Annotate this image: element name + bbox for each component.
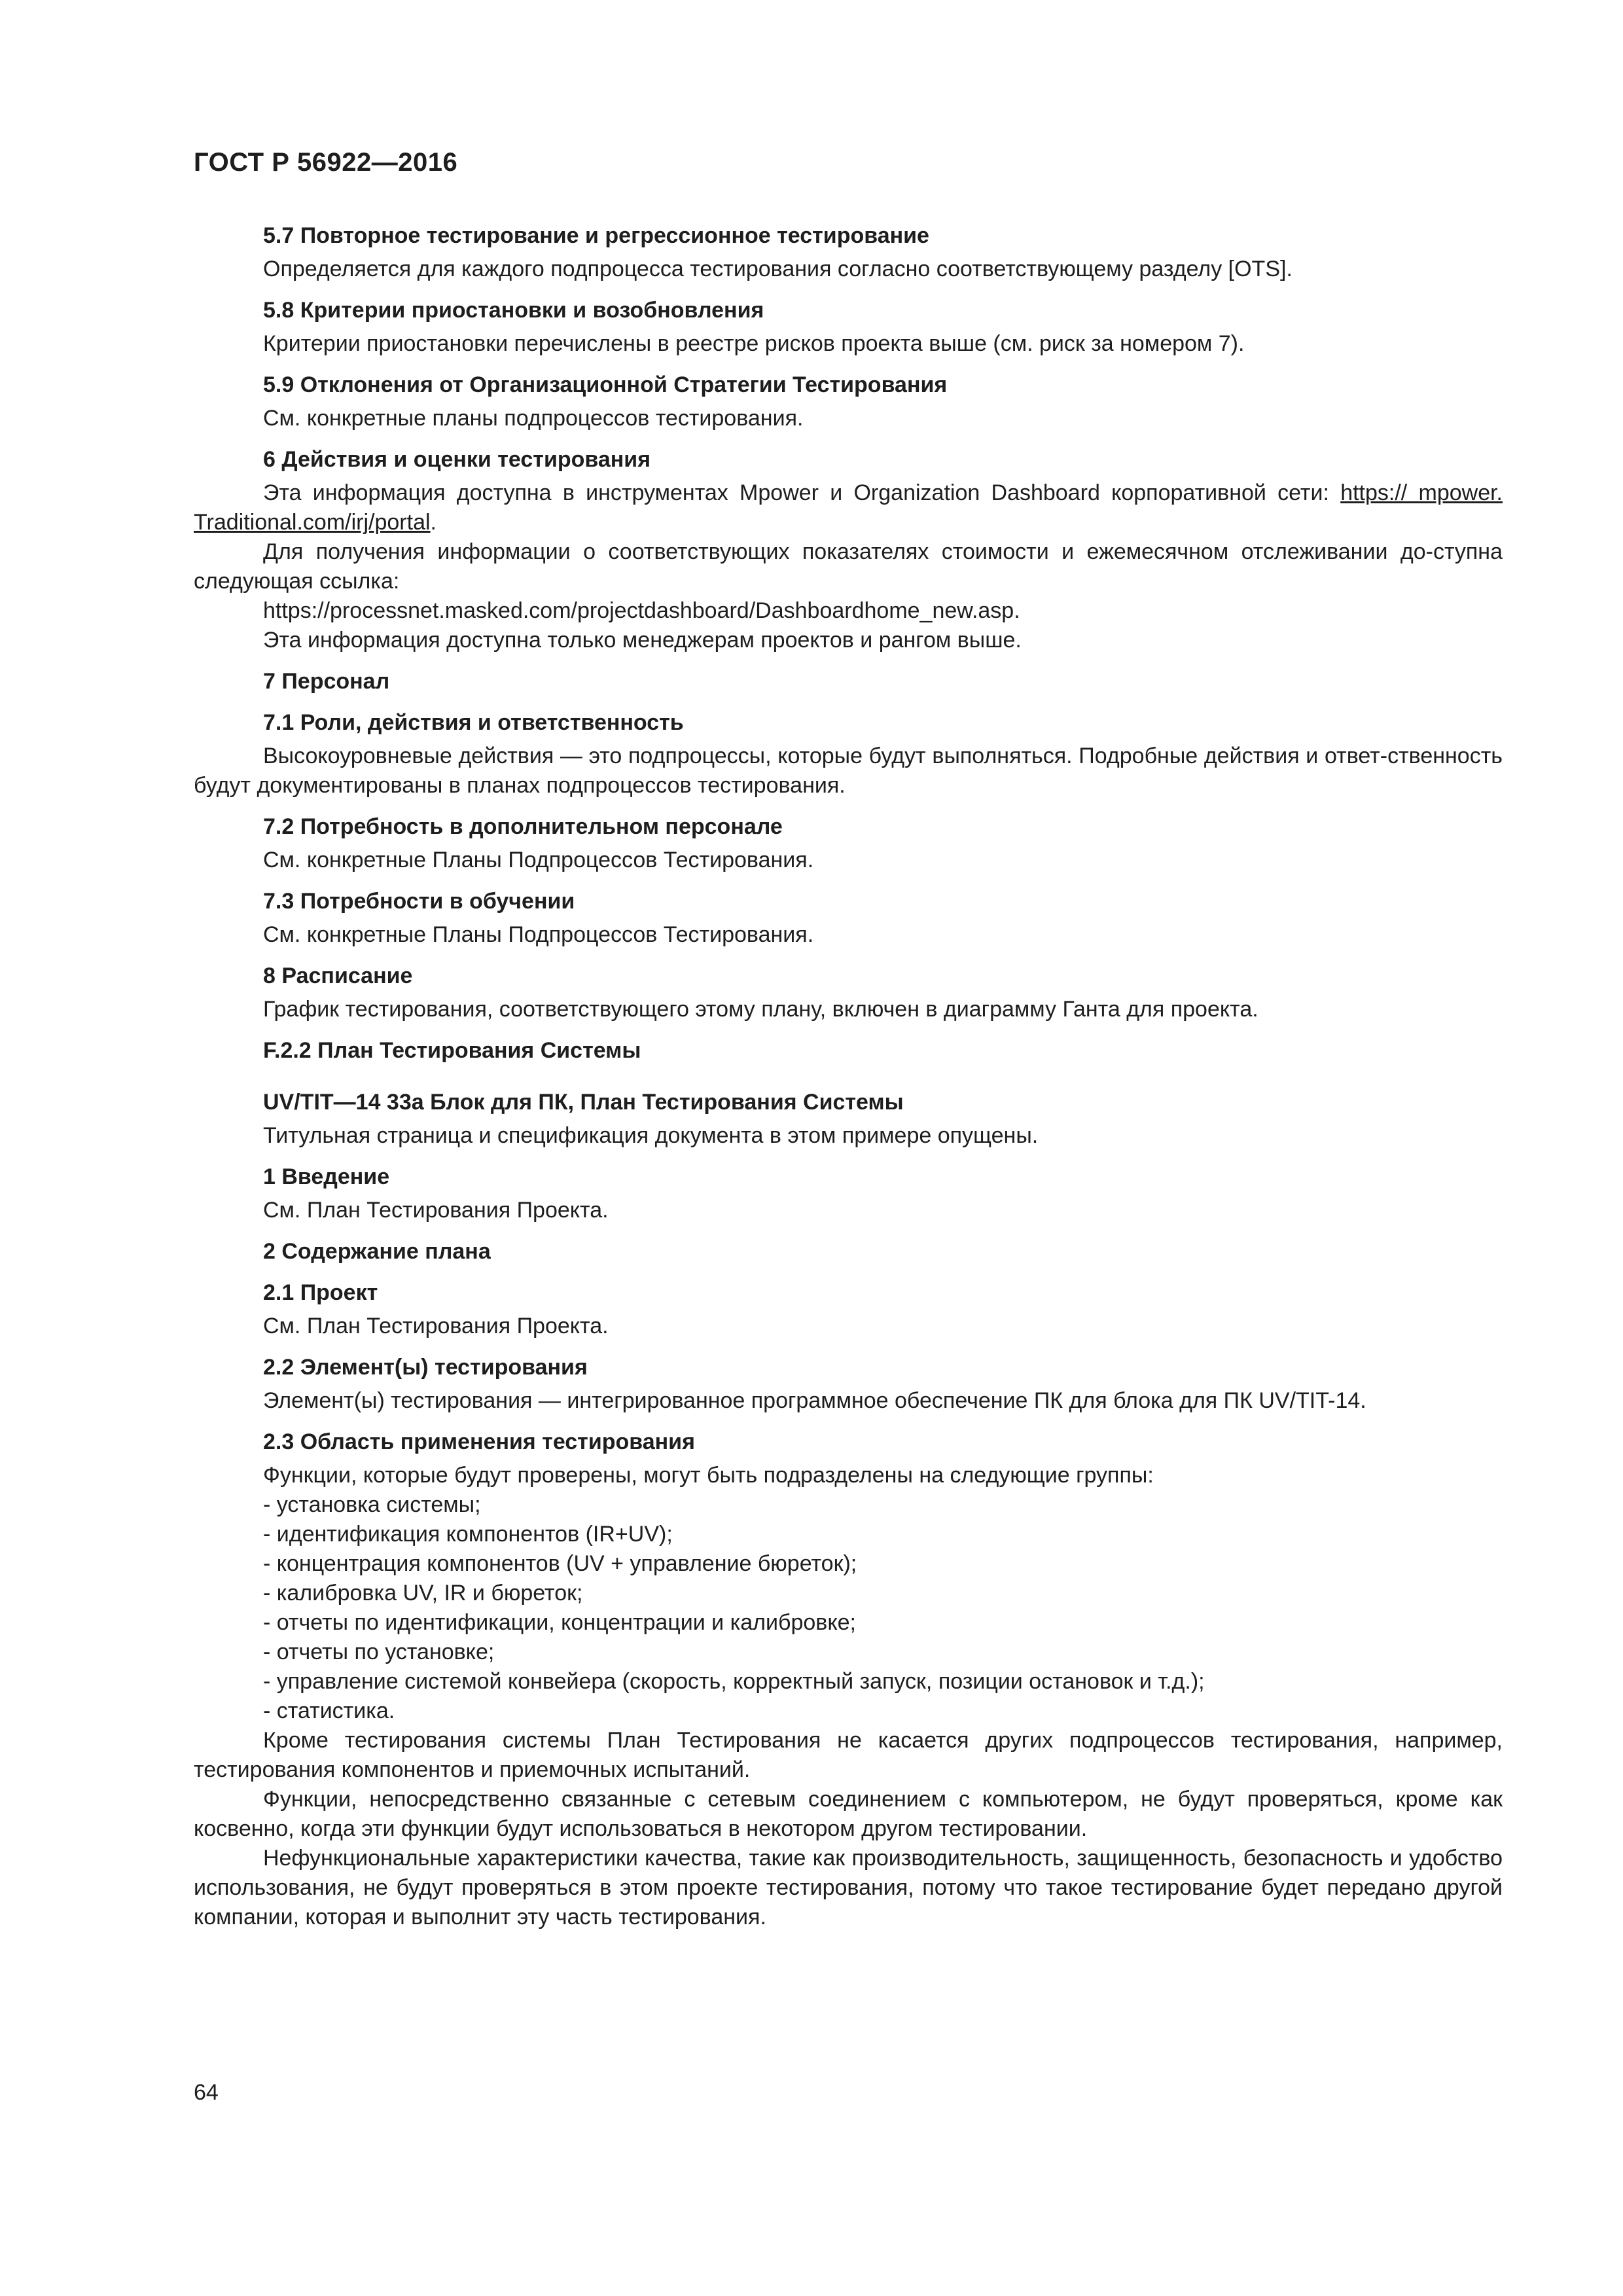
heading-8: 8 Расписание (263, 963, 413, 988)
paragraph-2-3-1: Кроме тестирования системы План Тестирования не касается других подпроцессов тестирования, например, тестирования компонентов и приемочных испытаний. (194, 1728, 1503, 1782)
heading-system-test-plan: UV/TIT—14 33а Блок для ПК, План Тестирования Системы (263, 1090, 904, 1115)
mpower-portal-link[interactable]: https:// mpower. Traditional.com/irj/portal (194, 480, 1503, 535)
list-item: - статистика. (263, 1698, 395, 1723)
page-number: 64 (194, 2080, 219, 2105)
heading-2-1: 2.1 Проект (263, 1280, 378, 1305)
spacer (194, 1069, 1503, 1088)
document-header: ГОСТ Р 56922—2016 (194, 148, 458, 177)
paragraph-5-9: См. конкретные планы подпроцессов тестирования. (263, 406, 804, 431)
paragraph-6-1-text: Эта информация доступна в инструментах Mpower и Organization Dashboard корпоративной сети: (263, 480, 1341, 505)
list-item: - отчеты по идентификации, концентрации и калибровке; (263, 1610, 856, 1635)
paragraph-5-7: Определяется для каждого подпроцесса тестирования согласно соответствующему разделу [OTS]. (263, 257, 1293, 281)
list-item: - идентификация компонентов (IR+UV); (263, 1522, 673, 1547)
heading-5-8: 5.8 Критерии приостановки и возобновления (263, 298, 764, 323)
heading-7: 7 Персонал (263, 669, 390, 694)
paragraph-2-2: Элемент(ы) тестирования — интегрированное программное обеспечение ПК для блока для ПК UV/TIT-14. (263, 1388, 1366, 1413)
paragraph-title-note: Титульная страница и спецификация документа в этом примере опущены. (263, 1123, 1039, 1148)
heading-1-introduction: 1 Введение (263, 1164, 390, 1189)
paragraph-8: График тестирования, соответствующего этому плану, включен в диаграмму Ганта для проекта. (263, 997, 1258, 1022)
heading-f-2-2: F.2.2 План Тестирования Системы (263, 1038, 641, 1063)
heading-2-plan-contents: 2 Содержание плана (263, 1239, 491, 1264)
paragraph-2-3-3: Нефункциональные характеристики качества, такие как производительность, защищенность, безопасность и удобство использования, не будут проверяться в этом проекте тестирования, потому что такое тестирование будет передано другой компании, которая и выполнит эту часть тестирования. (194, 1846, 1503, 1929)
paragraph-6-1 (194, 478, 1503, 537)
heading-5-9: 5.9 Отклонения от Организационной Стратегии Тестирования (263, 372, 948, 397)
list-item: - установка системы; (263, 1492, 481, 1517)
list-item: - калибровка UV, IR и бюреток; (263, 1581, 583, 1605)
paragraph-1-introduction: См. План Тестирования Проекта. (263, 1198, 609, 1223)
list-item: - концентрация компонентов (UV + управление бюреток); (263, 1551, 857, 1576)
dashboard-url: https://processnet.masked.com/projectdashboard/Dashboardhome_new.asp. (263, 598, 1020, 623)
paragraph-6-1-end: . (430, 510, 437, 535)
heading-7-2: 7.2 Потребность в дополнительном персонале (263, 814, 783, 839)
paragraph-2-3-2: Функции, непосредственно связанные с сетевым соединением с компьютером, не будут проверяться, кроме как косвенно, когда эти функции будут использоваться в некотором другом тестировании. (194, 1787, 1503, 1841)
heading-6: 6 Действия и оценки тестирования (263, 447, 651, 472)
paragraph-2-3-intro: Функции, которые будут проверены, могут быть подразделены на следующие группы: (263, 1463, 1154, 1488)
paragraph-5-8: Критерии приостановки перечислены в реестре рисков проекта выше (см. риск за номером 7). (263, 331, 1245, 356)
heading-7-3: 7.3 Потребности в обучении (263, 889, 575, 914)
heading-2-2: 2.2 Элемент(ы) тестирования (263, 1355, 588, 1380)
list-item: - отчеты по установке; (263, 1640, 495, 1664)
paragraph-6-2: Для получения информации о соответствующих показателях стоимости и ежемесячном отслеживании до-ступна следующая ссылка: (194, 539, 1503, 594)
paragraph-7-1: Высокоуровневые действия — это подпроцессы, которые будут выполняться. Подробные действия и ответ-ственность будут документированы в планах подпроцессов тестирования. (194, 744, 1503, 798)
paragraph-7-3: См. конкретные Планы Подпроцессов Тестирования. (263, 922, 814, 947)
paragraph-6-3: Эта информация доступна только менеджерам проектов и рангом выше. (263, 628, 1022, 653)
paragraph-7-2: См. конкретные Планы Подпроцессов Тестирования. (263, 848, 814, 872)
heading-7-1: 7.1 Роли, действия и ответственность (263, 710, 684, 735)
heading-5-7: 5.7 Повторное тестирование и регрессионное тестирование (263, 223, 929, 248)
document-body (194, 221, 1503, 1932)
paragraph-2-1: См. План Тестирования Проекта. (263, 1314, 609, 1338)
list-item: - управление системой конвейера (скорость, корректный запуск, позиции остановок и т.д.); (263, 1669, 1205, 1694)
heading-2-3: 2.3 Область применения тестирования (263, 1429, 695, 1454)
